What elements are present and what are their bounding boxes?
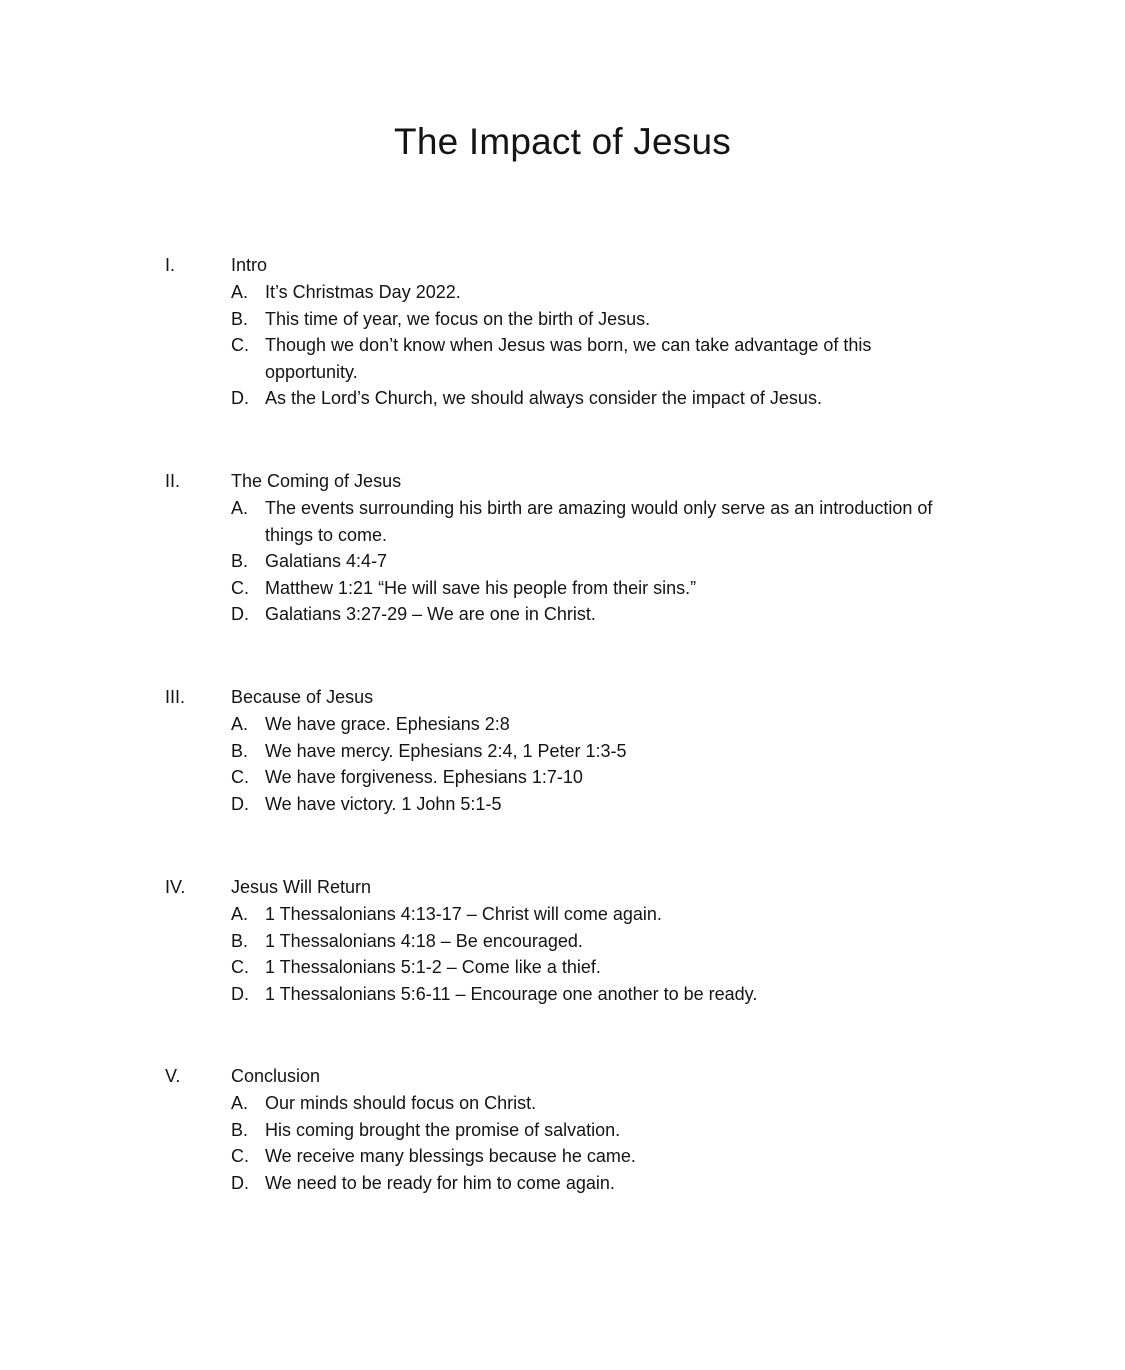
item-letter: C. — [231, 1146, 249, 1167]
section-numeral: V. — [165, 1066, 181, 1086]
item-text: Our minds should focus on Christ. — [265, 1093, 537, 1113]
item-letter: D. — [231, 1172, 249, 1193]
section-heading: Conclusion — [231, 1066, 321, 1086]
outline-item — [231, 385, 971, 412]
item-letter: A. — [231, 282, 249, 302]
item-text: Galatians 4:4-7 — [265, 551, 388, 572]
item-text: We receive many blessings because he came. — [265, 1146, 636, 1167]
section-items — [231, 495, 971, 628]
outline-item — [231, 738, 971, 765]
outline-item — [231, 495, 971, 548]
outline-item — [231, 791, 971, 818]
outline-item — [231, 548, 971, 575]
item-text: 1 Thessalonians 5:6-11 – Encourage one another to be ready. — [265, 983, 758, 1004]
outline-item — [231, 954, 971, 981]
outline-item — [231, 332, 971, 385]
item-letter: D. — [231, 793, 249, 814]
item-text: Matthew 1:21 “He will save his people from their sins.” — [265, 577, 697, 598]
outline-item — [231, 711, 971, 738]
outline-item — [231, 1170, 971, 1197]
item-letter: D. — [231, 604, 249, 625]
item-text: 1 Thessalonians 5:1-2 – Come like a thief. — [265, 957, 601, 978]
item-letter: C. — [231, 335, 249, 356]
item-text: As the Lord’s Church, we should always consider the impact of Jesus. — [265, 388, 822, 409]
section-items — [231, 279, 971, 412]
section-numeral: IV. — [165, 877, 186, 897]
item-text: We have mercy. Ephesians 2:4, 1 Peter 1:3-5 — [265, 740, 627, 761]
section-items — [231, 1090, 971, 1196]
section-heading: Jesus Will Return — [231, 877, 372, 897]
section-heading: The Coming of Jesus — [231, 471, 402, 491]
item-letter: B. — [231, 551, 249, 572]
item-letter: A. — [231, 1093, 249, 1113]
outline-item — [231, 928, 971, 955]
outline-item — [231, 764, 971, 791]
item-text: His coming brought the promise of salvation. — [265, 1119, 621, 1140]
section-numeral: II. — [165, 471, 181, 491]
outline-item — [231, 279, 971, 306]
section-heading: Intro — [231, 255, 268, 275]
item-letter: A. — [231, 714, 249, 734]
item-letter: B. — [231, 740, 249, 761]
outline-item — [231, 601, 971, 628]
outline-item — [231, 901, 971, 928]
item-letter: B. — [231, 1119, 249, 1140]
item-letter: C. — [231, 957, 249, 978]
outline-item — [231, 981, 971, 1008]
item-letter: A. — [231, 904, 249, 924]
item-letter: B. — [231, 308, 249, 329]
item-letter: C. — [231, 767, 249, 788]
item-text: Galatians 3:27-29 – We are one in Christ. — [265, 604, 596, 625]
item-letter: C. — [231, 577, 249, 598]
document-title: The Impact of Jesus — [394, 121, 731, 162]
item-letter: A. — [231, 498, 249, 518]
item-letter: B. — [231, 930, 249, 951]
item-text: We have forgiveness. Ephesians 1:7-10 — [265, 767, 583, 788]
section-heading: Because of Jesus — [231, 687, 374, 707]
section-numeral: III. — [165, 687, 186, 707]
item-letter: D. — [231, 388, 249, 409]
outline-item — [231, 575, 971, 602]
item-letter: D. — [231, 983, 249, 1004]
section-items — [231, 901, 971, 1007]
item-text: 1 Thessalonians 4:18 – Be encouraged. — [265, 930, 583, 951]
outline-item — [231, 1143, 971, 1170]
item-text: It’s Christmas Day 2022. — [265, 282, 461, 302]
outline-item — [231, 306, 971, 333]
section-items — [231, 711, 971, 817]
item-text: 1 Thessalonians 4:13-17 – Christ will come again. — [265, 904, 662, 924]
item-text: Though we don’t know when Jesus was born, we can take advantage of this opportunity. — [265, 335, 872, 382]
section-numeral: I. — [165, 255, 176, 275]
outline-item — [231, 1090, 971, 1117]
item-text: We have victory. 1 John 5:1-5 — [265, 793, 502, 814]
item-text: The events surrounding his birth are amazing would only serve as an introduction of things to come. — [265, 498, 933, 545]
item-text: This time of year, we focus on the birth of Jesus. — [265, 308, 651, 329]
item-text: We need to be ready for him to come again. — [265, 1172, 615, 1193]
item-text: We have grace. Ephesians 2:8 — [265, 714, 510, 734]
outline-item — [231, 1117, 971, 1144]
